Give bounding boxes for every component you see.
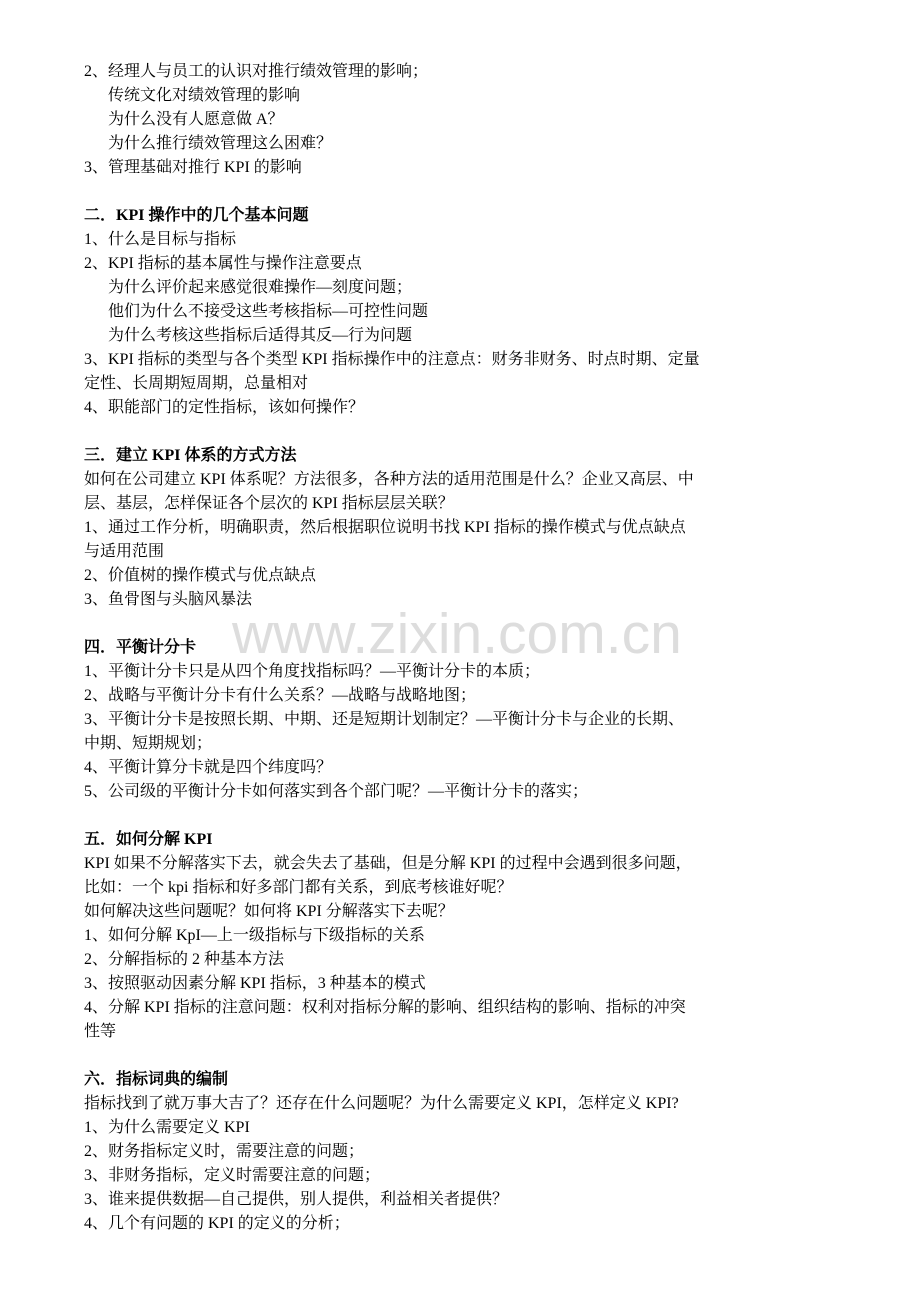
list-item: 2、经理人与员工的认识对推行绩效管理的影响；: [84, 63, 429, 80]
list-item: 4、职能部门的定性指标，该如何操作？: [84, 399, 365, 416]
list-item: 3、KPI 指标的类型与各个类型 KPI 指标操作中的注意点：财务非财务、时点时期、定量: [84, 351, 700, 368]
section-heading: 五．如何分解 KPI: [84, 831, 213, 848]
list-item: 2、财务指标定义时，需要注意的问题；: [84, 1143, 365, 1160]
paragraph-line: 指标找到了就万事大吉了？还存在什么问题呢？为什么需要定义 KPI，怎样定义 KPI?: [84, 1095, 679, 1112]
continuation-line: 与适用范围: [84, 543, 165, 560]
list-item: 2、分解指标的 2 种基本方法: [84, 951, 285, 968]
paragraph-line: 如何解决这些问题呢？如何将 KPI 分解落实下去呢？: [84, 903, 454, 920]
list-item: 3、管理基础对推行 KPI 的影响: [84, 159, 302, 176]
list-item: 1、平衡计分卡只是从四个角度找指标吗？—平衡计分卡的本质；: [84, 663, 541, 680]
blank-line: [84, 1044, 844, 1068]
continuation-line: 层、基层，怎样保证各个层次的 KPI 指标层层关联？: [84, 495, 454, 512]
sub-item: 为什么推行绩效管理这么困难？: [108, 135, 333, 152]
sub-item: 为什么评价起来感觉很难操作—刻度问题；: [108, 279, 413, 296]
sub-item: 为什么考核这些指标后适得其反—行为问题: [108, 327, 413, 344]
paragraph-line: 如何在公司建立 KPI 体系呢？方法很多，各种方法的适用范围是什么？企业又高层、中: [84, 471, 694, 488]
list-item: 3、非财务指标，定义时需要注意的问题；: [84, 1167, 381, 1184]
list-item: 3、鱼骨图与头脑风暴法: [84, 591, 253, 608]
list-item: 4、分解 KPI 指标的注意问题：权利对指标分解的影响、组织结构的影响、指标的冲突: [84, 999, 686, 1016]
list-item: 1、通过工作分析，明确职责，然后根据职位说明书找 KPI 指标的操作模式与优点缺点: [84, 519, 686, 536]
list-item: 3、谁来提供数据—自己提供，别人提供，利益相关者提供？: [84, 1191, 509, 1208]
list-item: 2、战略与平衡计分卡有什么关系？—战略与战略地图；: [84, 687, 477, 704]
section-heading: 三．建立 KPI 体系的方式方法: [84, 447, 297, 464]
sub-item: 传统文化对绩效管理的影响: [108, 87, 301, 104]
section-heading: 二．KPI 操作中的几个基本问题: [84, 207, 309, 224]
list-item: 5、公司级的平衡计分卡如何落实到各个部门呢？—平衡计分卡的落实；: [84, 783, 589, 800]
list-item: 4、几个有问题的 KPI 的定义的分析；: [84, 1215, 350, 1232]
blank-line: [84, 612, 844, 636]
section-heading: 四．平衡计分卡: [84, 639, 197, 656]
blank-line: [84, 804, 844, 828]
continuation-line: 比如：一个 kpi 指标和好多部门都有关系，到底考核谁好呢？: [84, 879, 513, 896]
continuation-line: 定性、长周期短周期，总量相对: [84, 375, 309, 392]
blank-line: [84, 180, 844, 204]
document-body: [84, 60, 844, 1236]
list-item: 1、什么是目标与指标: [84, 231, 237, 248]
list-item: 3、平衡计分卡是按照长期、中期、还是短期计划制定？—平衡计分卡与企业的长期、: [84, 711, 685, 728]
list-item: 1、如何分解 KpI—上一级指标与下级指标的关系: [84, 927, 425, 944]
list-item: 4、平衡计算分卡就是四个纬度吗？: [84, 759, 333, 776]
blank-line: [84, 420, 844, 444]
list-item: 2、KPI 指标的基本属性与操作注意要点: [84, 255, 362, 272]
paragraph-line: KPI 如果不分解落实下去，就会失去了基础，但是分解 KPI 的过程中会遇到很多问题，: [84, 855, 692, 872]
list-item: 3、按照驱动因素分解 KPI 指标，3 种基本的模式: [84, 975, 426, 992]
list-item: 2、价值树的操作模式与优点缺点: [84, 567, 317, 584]
sub-item: 他们为什么不接受这些考核指标—可控性问题: [108, 303, 429, 320]
watermark: www.zixin.com.cn: [232, 602, 682, 666]
sub-item: 为什么没有人愿意做 A？: [108, 111, 284, 128]
section-heading: 六．指标词典的编制: [84, 1071, 229, 1088]
continuation-line: 中期、短期规划；: [84, 735, 213, 752]
continuation-line: 性等: [84, 1023, 117, 1040]
list-item: 1、为什么需要定义 KPI: [84, 1119, 250, 1136]
